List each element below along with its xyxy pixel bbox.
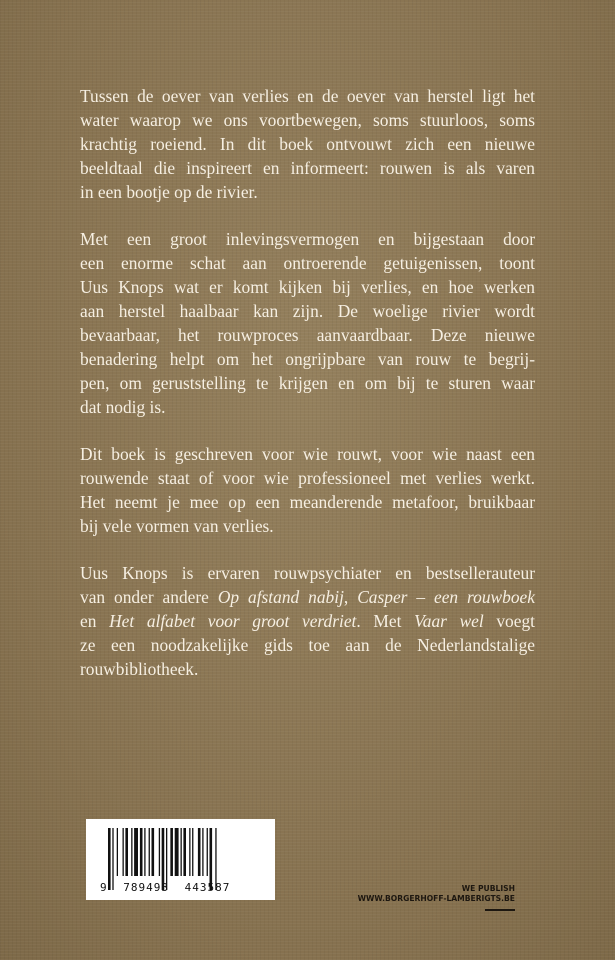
barcode-bar (123, 828, 124, 876)
text-segment: in een bootje op de rivier. (80, 182, 258, 202)
text-line (80, 275, 535, 299)
paragraph-1 (80, 84, 535, 204)
barcode-bar (192, 828, 193, 876)
text-line (80, 227, 535, 251)
text-line (80, 156, 535, 180)
text-segment: een enorme schat aan ontroerende getuigenissen, toont (80, 253, 535, 273)
text-segment: , (343, 587, 358, 607)
text-line (80, 657, 535, 681)
text-line (80, 395, 535, 419)
text-line (80, 609, 535, 633)
text-segment: en (80, 611, 110, 631)
text-line (80, 347, 535, 371)
barcode-bar (207, 828, 208, 876)
text-line (80, 251, 535, 275)
text-line (80, 466, 535, 490)
text-line (80, 585, 535, 609)
text-segment: voegt (483, 611, 536, 631)
publisher-block (358, 884, 515, 903)
publisher-url: WWW.BORGERHOFF-LAMBERIGTS.BE (357, 893, 515, 903)
text-line (80, 180, 535, 204)
text-segment: water waarop we ons voortbewegen, soms stuurloos, soms (80, 110, 535, 130)
text-segment: Uus Knops is ervaren rouwpsychiater en bestsellerauteur (80, 563, 535, 583)
barcode-bar (170, 828, 173, 876)
text-line (80, 561, 535, 585)
text-line (80, 514, 535, 538)
text-segment: rouwbibliotheek. (80, 659, 199, 679)
barcode-bar (134, 828, 138, 876)
text-segment: rouwende staat of voor wie professioneel met verlies werkt. (80, 468, 535, 488)
isbn-barcode (86, 819, 275, 900)
text-segment: bevaarbaar, het rouwproces aanvaardbaar. Deze nieuwe (80, 325, 535, 345)
publisher-rule (485, 909, 515, 911)
text-line (80, 84, 535, 108)
text-segment: dat nodig is. (80, 397, 166, 417)
text-segment: krachtig roeiend. In dit boek ontvouwt zich een nieuwe (80, 134, 535, 154)
book-title: Vaar wel (414, 611, 484, 631)
text-segment: bij vele vormen van verlies. (80, 516, 274, 536)
text-segment: benadering helpt om het ongrijpbare van rouw te begrij- (80, 349, 535, 369)
back-cover-blurb (80, 84, 535, 704)
barcode-bar (149, 828, 150, 876)
text-line (80, 323, 535, 347)
barcode-bar (202, 828, 203, 876)
barcode-bar (152, 828, 155, 876)
text-line (80, 108, 535, 132)
text-line (80, 371, 535, 395)
text-segment: pen, om geruststelling te krijgen en om bij te sturen waar (80, 373, 535, 393)
isbn-number: 9 789493 443587 (100, 881, 231, 894)
text-segment: Dit boek is geschreven voor wie rouwt, voor wie naast een (80, 444, 535, 464)
barcode-bar (198, 828, 201, 876)
text-segment: van onder andere (80, 587, 218, 607)
barcode-bar (181, 828, 182, 876)
text-line (80, 132, 535, 156)
book-title: Casper – een rouwboek (357, 587, 535, 607)
book-title: Het alfabet voor groot verdriet (109, 611, 357, 631)
text-line (80, 490, 535, 514)
barcode-bar (183, 828, 186, 876)
barcode-bar (159, 828, 160, 876)
text-segment: beeldtaal die inspireert en informeert: rouwen is als varen (80, 158, 535, 178)
barcode-bar (140, 828, 143, 876)
book-title: Op afstand nabij (217, 587, 344, 607)
text-line (80, 633, 535, 657)
text-line (80, 299, 535, 323)
barcode-bar (189, 828, 190, 876)
barcode-bar (125, 828, 128, 876)
barcode-bar (175, 828, 179, 876)
text-segment: Uus Knops wat er komt kijken bij verlies, en hoe werken (80, 277, 535, 297)
text-line (80, 442, 535, 466)
text-segment: ze een noodzakelijke gids toe aan de Nederlandstalige (80, 635, 535, 655)
barcode-bar (117, 828, 118, 876)
paragraph-3 (80, 442, 535, 538)
text-segment: aan herstel haalbaar kan zijn. De woelige rivier wordt (80, 301, 535, 321)
text-segment: . Met (356, 611, 415, 631)
text-segment: Tussen de oever van verlies en de oever van herstel ligt het (80, 86, 535, 106)
publisher-tagline: WE PUBLISH (461, 884, 515, 893)
barcode-bar (131, 828, 132, 876)
text-segment: Met een groot inlevingsvermogen en bijgestaan door (80, 229, 535, 249)
text-segment: Het neemt je mee op een meanderende metafoor, bruikbaar (80, 492, 535, 512)
barcode-bar (144, 828, 145, 876)
paragraph-2 (80, 227, 535, 419)
paragraph-4 (80, 561, 535, 681)
